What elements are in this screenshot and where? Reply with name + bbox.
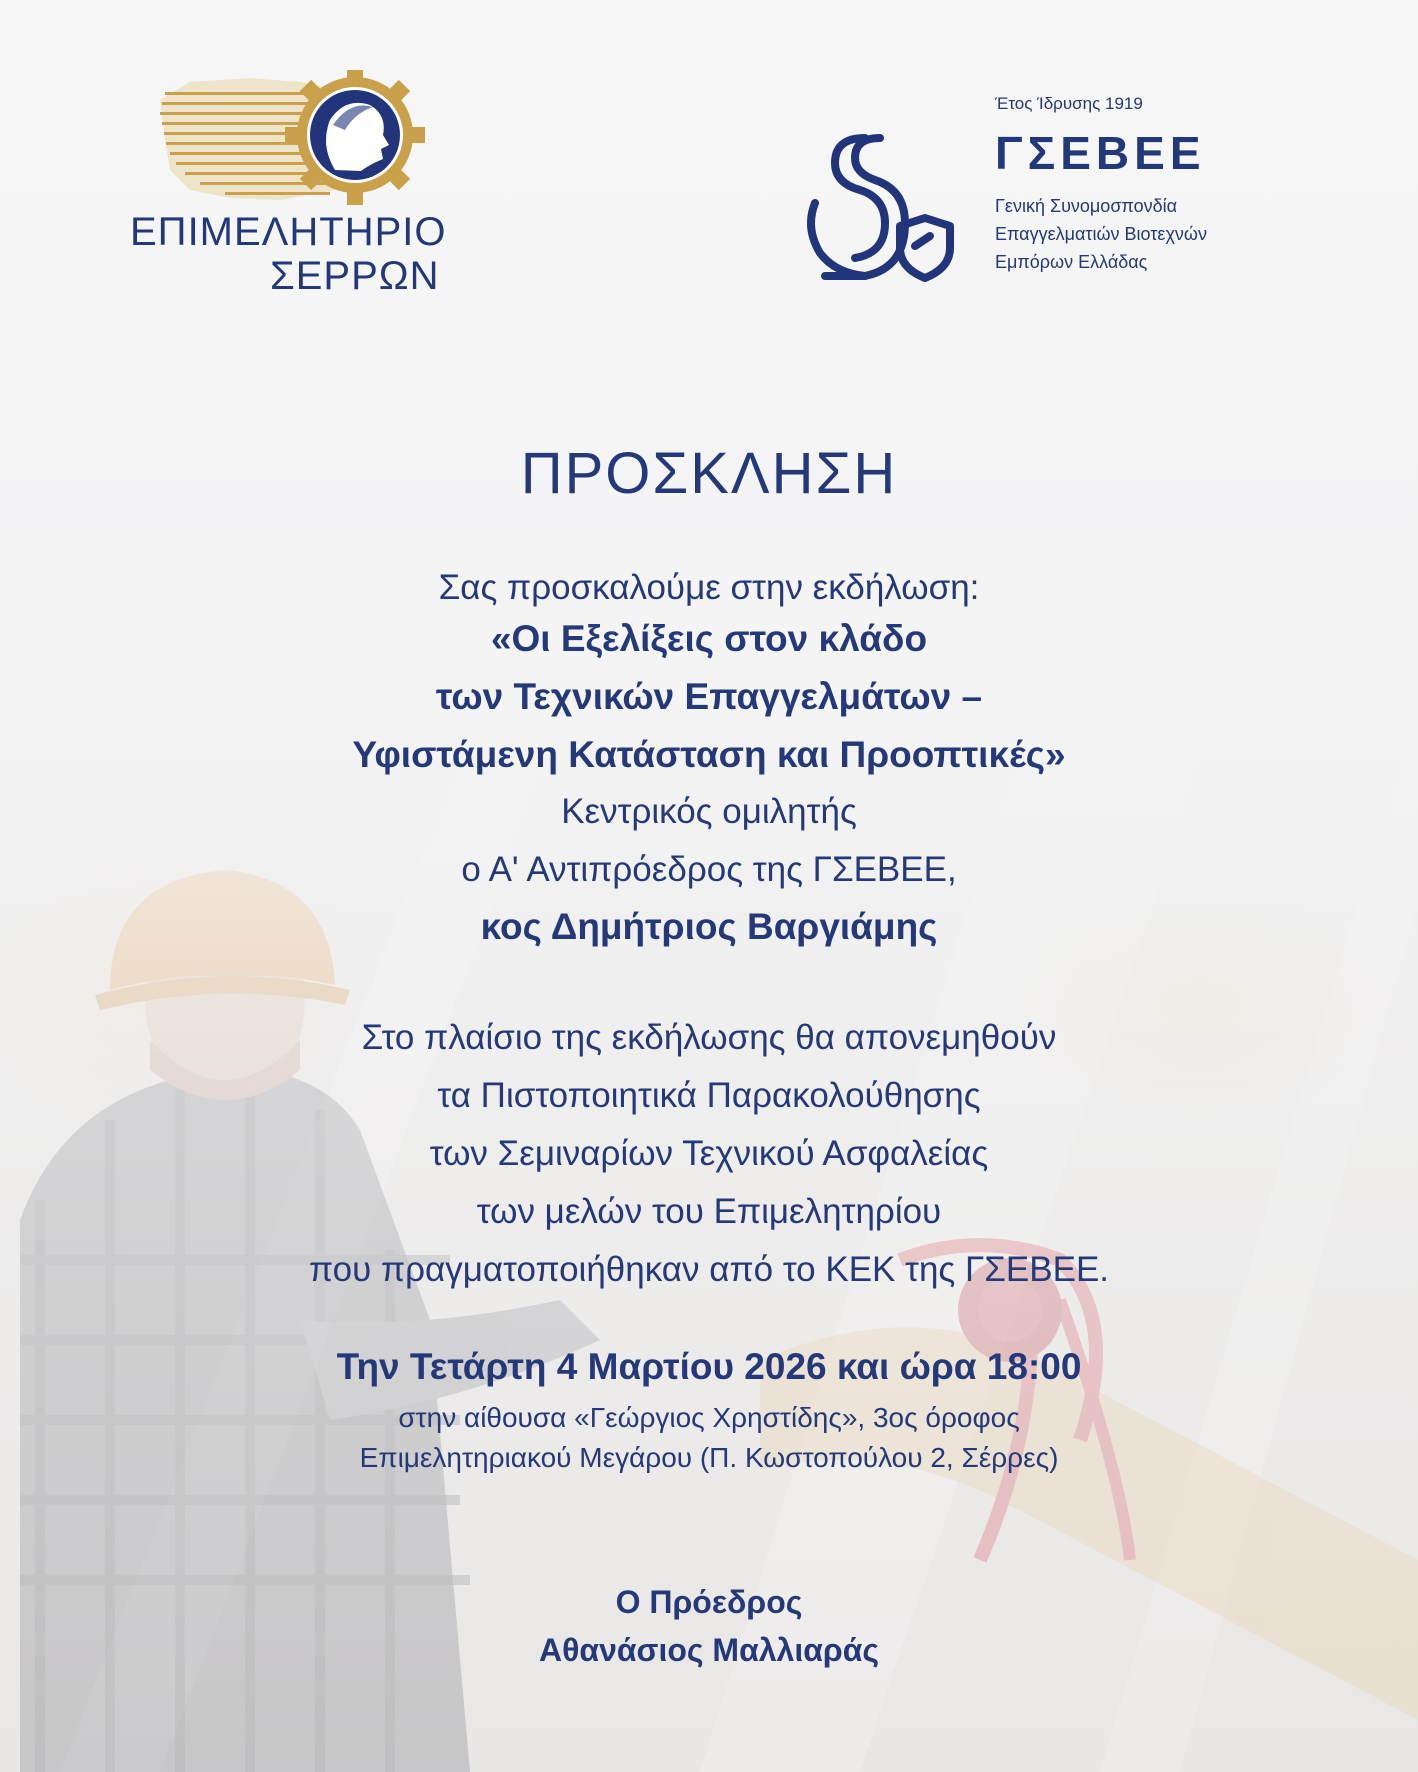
speaker-name: κος Δημήτριος Βαργιάμης [480, 906, 938, 947]
awards-line: των Σεμιναρίων Τεχνικού Ασφαλείας [429, 1134, 989, 1173]
gsevee-logo [795, 88, 1295, 288]
chamber-logo [130, 70, 447, 298]
venue-line: Επιμελητηριακού Μεγάρου (Π. Κωστοπούλου 2, Σέρρες) [359, 1442, 1059, 1473]
awards-line: τα Πιστοποιητικά Παρακολούθησης [437, 1076, 981, 1115]
signature-name: Αθανάσιος Μαλλιαράς [539, 1632, 879, 1668]
event-title-line: Υφιστάμενη Κατάσταση και Προοπτικές» [352, 734, 1066, 775]
gsevee-full-name-line: Γενική Συνομοσπονδία [995, 196, 1178, 216]
signature-role: Ο Πρόεδρος [615, 1584, 803, 1620]
gsevee-full-name [995, 192, 1207, 276]
awards-line: των μελών του Επιμελητηρίου [476, 1192, 942, 1231]
venue-line: στην αίθουσα «Γεώργιος Χρηστίδης», 3ος όροφος [398, 1402, 1020, 1433]
speaker-label: Κεντρικός ομιλητής [561, 792, 857, 831]
invitation-title: ΠΡΟΣΚΛΗΣΗ [520, 441, 898, 506]
event-title-line: των Τεχνικών Επαγγελμάτων – [435, 676, 983, 717]
event-datetime: Την Τετάρτη 4 Μαρτίου 2026 και ώρα 18:00 [336, 1346, 1082, 1387]
awards-line: που πραγματοποιήθηκαν από το ΚΕΚ της ΓΣΕΒΕΕ. [308, 1250, 1110, 1289]
gsevee-full-name-line: Εμπόρων Ελλάδας [995, 252, 1148, 272]
speaker-role: ο Α' Αντιπρόεδρος της ΓΣΕΒΕΕ, [461, 850, 957, 889]
gsevee-full-name-line: Επαγγελματιών Βιοτεχνών [995, 224, 1207, 244]
awards-line: Στο πλαίσιο της εκδήλωσης θα απονεμηθούν [361, 1018, 1057, 1057]
chamber-emblem-icon [130, 70, 430, 205]
gsevee-established: Έτος Ίδρυσης 1919 [995, 94, 1143, 113]
gsevee-emblem-icon [795, 118, 965, 308]
event-title-line: «Οι Εξελίξεις στον κλάδο [490, 618, 928, 659]
invitation-intro: Σας προσκαλούμε στην εκδήλωση: [438, 568, 980, 607]
chamber-name [130, 210, 447, 298]
chamber-name-line2: ΣΕΡΡΩΝ [270, 254, 440, 298]
gsevee-acronym: ΓΣΕΒΕΕ [995, 127, 1206, 179]
chamber-name-line1: ΕΠΙΜΕΛΗΤΗΡΙΟ [130, 210, 447, 254]
